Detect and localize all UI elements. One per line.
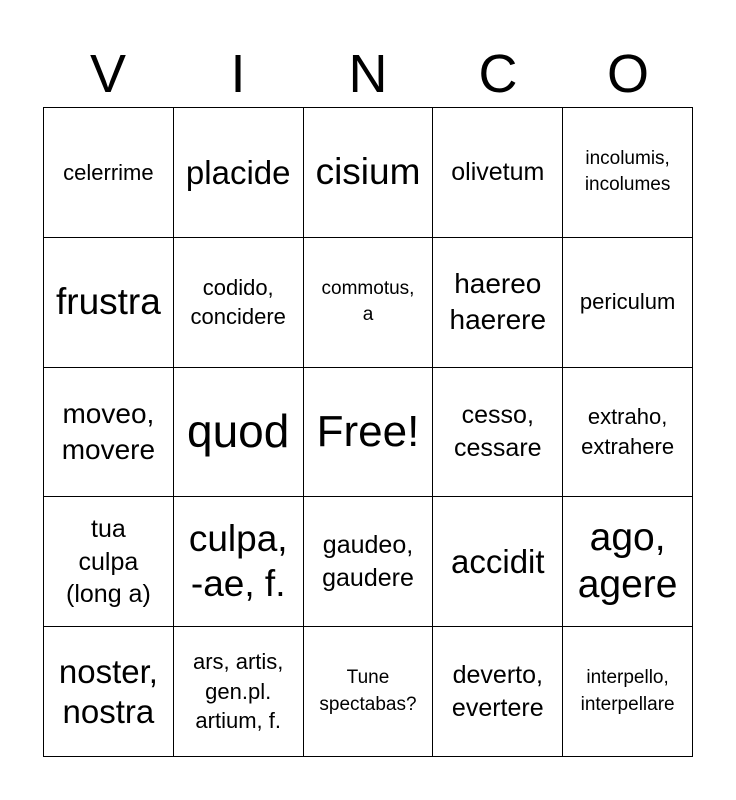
- header-letter-n: N: [348, 44, 388, 104]
- bingo-cell[interactable]: [44, 238, 174, 368]
- cell-text: gaudeo, gaudere: [322, 531, 414, 592]
- header-letter-o: O: [606, 44, 649, 104]
- bingo-cell[interactable]: [563, 238, 693, 368]
- cell-text: commotus, a: [321, 277, 415, 326]
- bingo-cell[interactable]: [44, 108, 174, 238]
- cell-text: periculum: [579, 289, 676, 315]
- bingo-cell[interactable]: [44, 368, 174, 498]
- cell-text: moveo, movere: [61, 397, 156, 465]
- cell-text: ars, artis, gen.pl. artium, f.: [192, 649, 284, 734]
- cell-text: ago, agere: [577, 515, 678, 606]
- cell-text: haereo haerere: [449, 267, 547, 336]
- bingo-cell[interactable]: [304, 497, 434, 627]
- bingo-cell[interactable]: [304, 627, 434, 757]
- cell-text: accidit: [451, 542, 545, 580]
- bingo-cell[interactable]: [44, 627, 174, 757]
- bingo-header: [43, 40, 693, 108]
- cell-text: extraho, extrahere: [581, 404, 675, 459]
- bingo-cell[interactable]: [304, 238, 434, 368]
- cell-text: cisium: [315, 151, 421, 193]
- cell-text: incolumis, incolumes: [584, 147, 671, 196]
- cell-text: frustra: [55, 281, 161, 322]
- cell-text: deverto, evertere: [451, 661, 544, 722]
- cell-text: placide: [185, 153, 291, 191]
- bingo-cell[interactable]: [44, 497, 174, 627]
- bingo-cell[interactable]: [304, 108, 434, 238]
- bingo-cell[interactable]: [563, 627, 693, 757]
- bingo-cell[interactable]: [174, 108, 304, 238]
- bingo-cell[interactable]: [174, 627, 304, 757]
- free-space[interactable]: [304, 368, 434, 498]
- cell-text: Free!: [316, 406, 420, 456]
- bingo-cell[interactable]: [563, 368, 693, 498]
- bingo-cell[interactable]: [563, 108, 693, 238]
- cell-text: codido, concidere: [190, 274, 286, 330]
- header-letter-c: C: [478, 44, 518, 104]
- bingo-cell[interactable]: [433, 627, 563, 757]
- cell-text: Tune spectabas?: [319, 667, 417, 715]
- header-letter-v: V: [89, 44, 127, 104]
- cell-text: cesso, cessare: [454, 401, 542, 462]
- cell-text: tua culpa (long a): [66, 515, 151, 609]
- cell-text: interpello, interpellare: [580, 667, 675, 715]
- cell-text: noster, nostra: [58, 653, 158, 730]
- bingo-cell[interactable]: [174, 497, 304, 627]
- bingo-board: [43, 107, 693, 757]
- header-letter-i: I: [230, 44, 246, 104]
- bingo-cell[interactable]: [433, 238, 563, 368]
- bingo-cell[interactable]: [563, 497, 693, 627]
- cell-text: quod: [187, 405, 290, 458]
- bingo-cell[interactable]: [433, 368, 563, 498]
- bingo-cell[interactable]: [433, 108, 563, 238]
- cell-text: celerrime: [63, 159, 154, 185]
- bingo-cell[interactable]: [433, 497, 563, 627]
- cell-text: olivetum: [451, 158, 545, 187]
- cell-text: culpa, -ae, f.: [188, 518, 288, 604]
- bingo-cell[interactable]: [174, 368, 304, 498]
- bingo-cell[interactable]: [174, 238, 304, 368]
